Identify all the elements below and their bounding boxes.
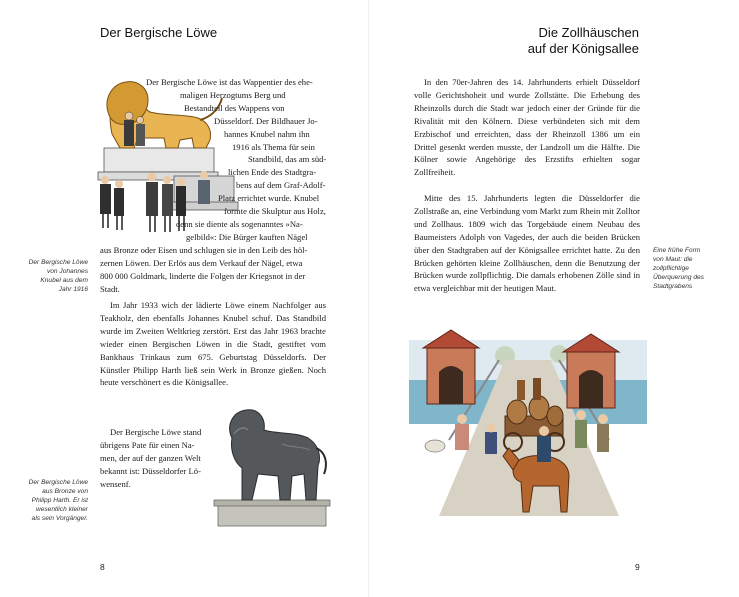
right-title-line-2: auf der Königsallee	[527, 41, 639, 56]
paragraph: Im Jahr 1933 wich der lädierte Löwe einem Nachfolger aus Teakholz, den ebenfalls Johannes Knubel schuf. Das Standbild wurde im Zweiten Weltkrieg zerstört. Erst das Jahr 1963 brachte wieder einen Bergischen Löwen in die Stadt, gestiftet vom Bankhaus Trinkaus zum 675. Geburtstag Düsseldorfs. Der Künstler Philipp Harth ließ sein Werk in Bronze gießen. Noch heute verschönert es die Königsallee.	[100, 300, 326, 388]
text-line: men, der auf der ganzen Welt	[100, 452, 201, 463]
text-line: Der Bergische Löwe ist das Wappentier des ehe-	[146, 77, 313, 87]
caption-line: Stadtgrabens	[653, 283, 693, 290]
right-para-1	[414, 76, 640, 179]
right-title-line-1: Die Zollhäuschen	[538, 25, 639, 40]
text-line: Standbild, das am süd-	[248, 154, 327, 165]
text-line: hannes Knubel nahm ihn	[224, 128, 310, 139]
page-number-left: 8	[100, 562, 105, 572]
right-para-2	[414, 192, 640, 295]
text-line: zernen Löwen. Der Erlös aus dem Verkauf der Nägel, etwa	[100, 257, 303, 268]
left-para-3	[100, 426, 326, 491]
left-para-2	[100, 299, 326, 389]
left-para-1	[100, 76, 326, 295]
caption-line: aus Bronze von	[42, 488, 88, 495]
paragraph: In den 70er-Jahren des 14. Jahrhunderts erhielt Düsseldorf volle Gerichtshoheit und wurde Zollstätte. Die Erhebung des Rheinzolls durch die Stadt war jedoch einer der Gründe für die Rivalität mit den Kölnern. Diese verbündeten sich mit dem Erzbischof und erreichten, dass der Rheinzoll 1386 um ein Drittel gesenkt werden musste, der Landzoll um die Hälfte. Die Kölner sowie Angehörige des Erzstifts erhielten sogar Zollfreiheit.	[414, 77, 640, 178]
caption-line: Jahr 1916	[58, 286, 88, 293]
text-line: Platz errichtet wurde. Knubel	[218, 193, 320, 204]
caption-line: Überquerung des	[653, 274, 704, 281]
text-line: denn sie diente als sogenanntes »Na-	[176, 218, 303, 229]
caption-line: Philipp Harth. Er ist	[31, 497, 88, 504]
caption-line: von Maut: die	[653, 256, 693, 263]
text-line: 1916 als Thema für sein	[232, 141, 315, 152]
text-line: 800 000 Goldmark, linderte die Folgen der Kriegsnot in der	[100, 270, 306, 281]
caption-line: von Johannes	[46, 268, 88, 275]
text-line: Stadt.	[100, 283, 120, 294]
caption-bronze-lion	[10, 478, 88, 523]
caption-lion-1916	[10, 258, 88, 294]
text-line: formte die Skulptur aus Holz,	[224, 206, 326, 217]
caption-line: zollpflichtige	[653, 265, 689, 272]
page-number-right: 9	[635, 562, 640, 572]
paragraph: Mitte des 15. Jahrhunderts legten die Düsseldorfer die Zollstraße an, eine Verbindung vom Markt zum Rhein mit Zolltor und Zollhaus. 1809 wich das Torgebäude einem Neubau des Baumeisters Adolph von Vagedes, der auch die beiden Brücken über den Stadtgraben auf der Königsallee errichtet hatte. Zu den Brücken gehörten kleine Zollhäuschen, denn die Benutzung der Brücken wurde zollpflichtig. Die damals erhobenen Zölle sind in etwa vergleichbar mit der heutigen Maut.	[414, 193, 640, 294]
caption-toll-booths	[653, 246, 737, 291]
text-line: maligen Herzogtums Berg und	[180, 89, 286, 100]
text-line: gelbild«: Die Bürger kauften Nägel	[186, 231, 308, 242]
caption-line: Knubel aus dem	[40, 277, 88, 284]
text-line: Düsseldorf. Der Bildhauer Jo-	[214, 115, 318, 126]
text-line: übrigens Pate für einen Na-	[100, 439, 195, 450]
caption-line: Der Bergische Löwe	[28, 479, 88, 486]
text-line: wensenf.	[100, 478, 131, 489]
right-page	[369, 0, 739, 597]
toll-booth-scene-illustration	[409, 320, 647, 516]
text-line: Bestandteil des Wappens von	[184, 102, 285, 113]
caption-line: wesentlich kleiner	[35, 506, 88, 513]
text-line: bens auf dem Graf-Adolf-	[236, 180, 326, 191]
text-line: bekannt ist: Düsseldorfer Lö-	[100, 465, 201, 476]
text-line: lichen Ende des Stadtgra-	[228, 167, 317, 178]
text-line: Der Bergische Löwe stand	[110, 427, 202, 437]
right-page-title	[528, 25, 639, 57]
caption-line: Eine frühe Form	[653, 247, 701, 254]
left-page	[0, 0, 369, 597]
left-page-title: Der Bergische Löwe	[100, 25, 218, 40]
caption-line: Der Bergische Löwe	[28, 259, 88, 266]
caption-line: als sein Vorgänger.	[31, 515, 88, 522]
text-line: aus Bronze oder Eisen und schlugen sie in den Leib des höl-	[100, 244, 308, 255]
